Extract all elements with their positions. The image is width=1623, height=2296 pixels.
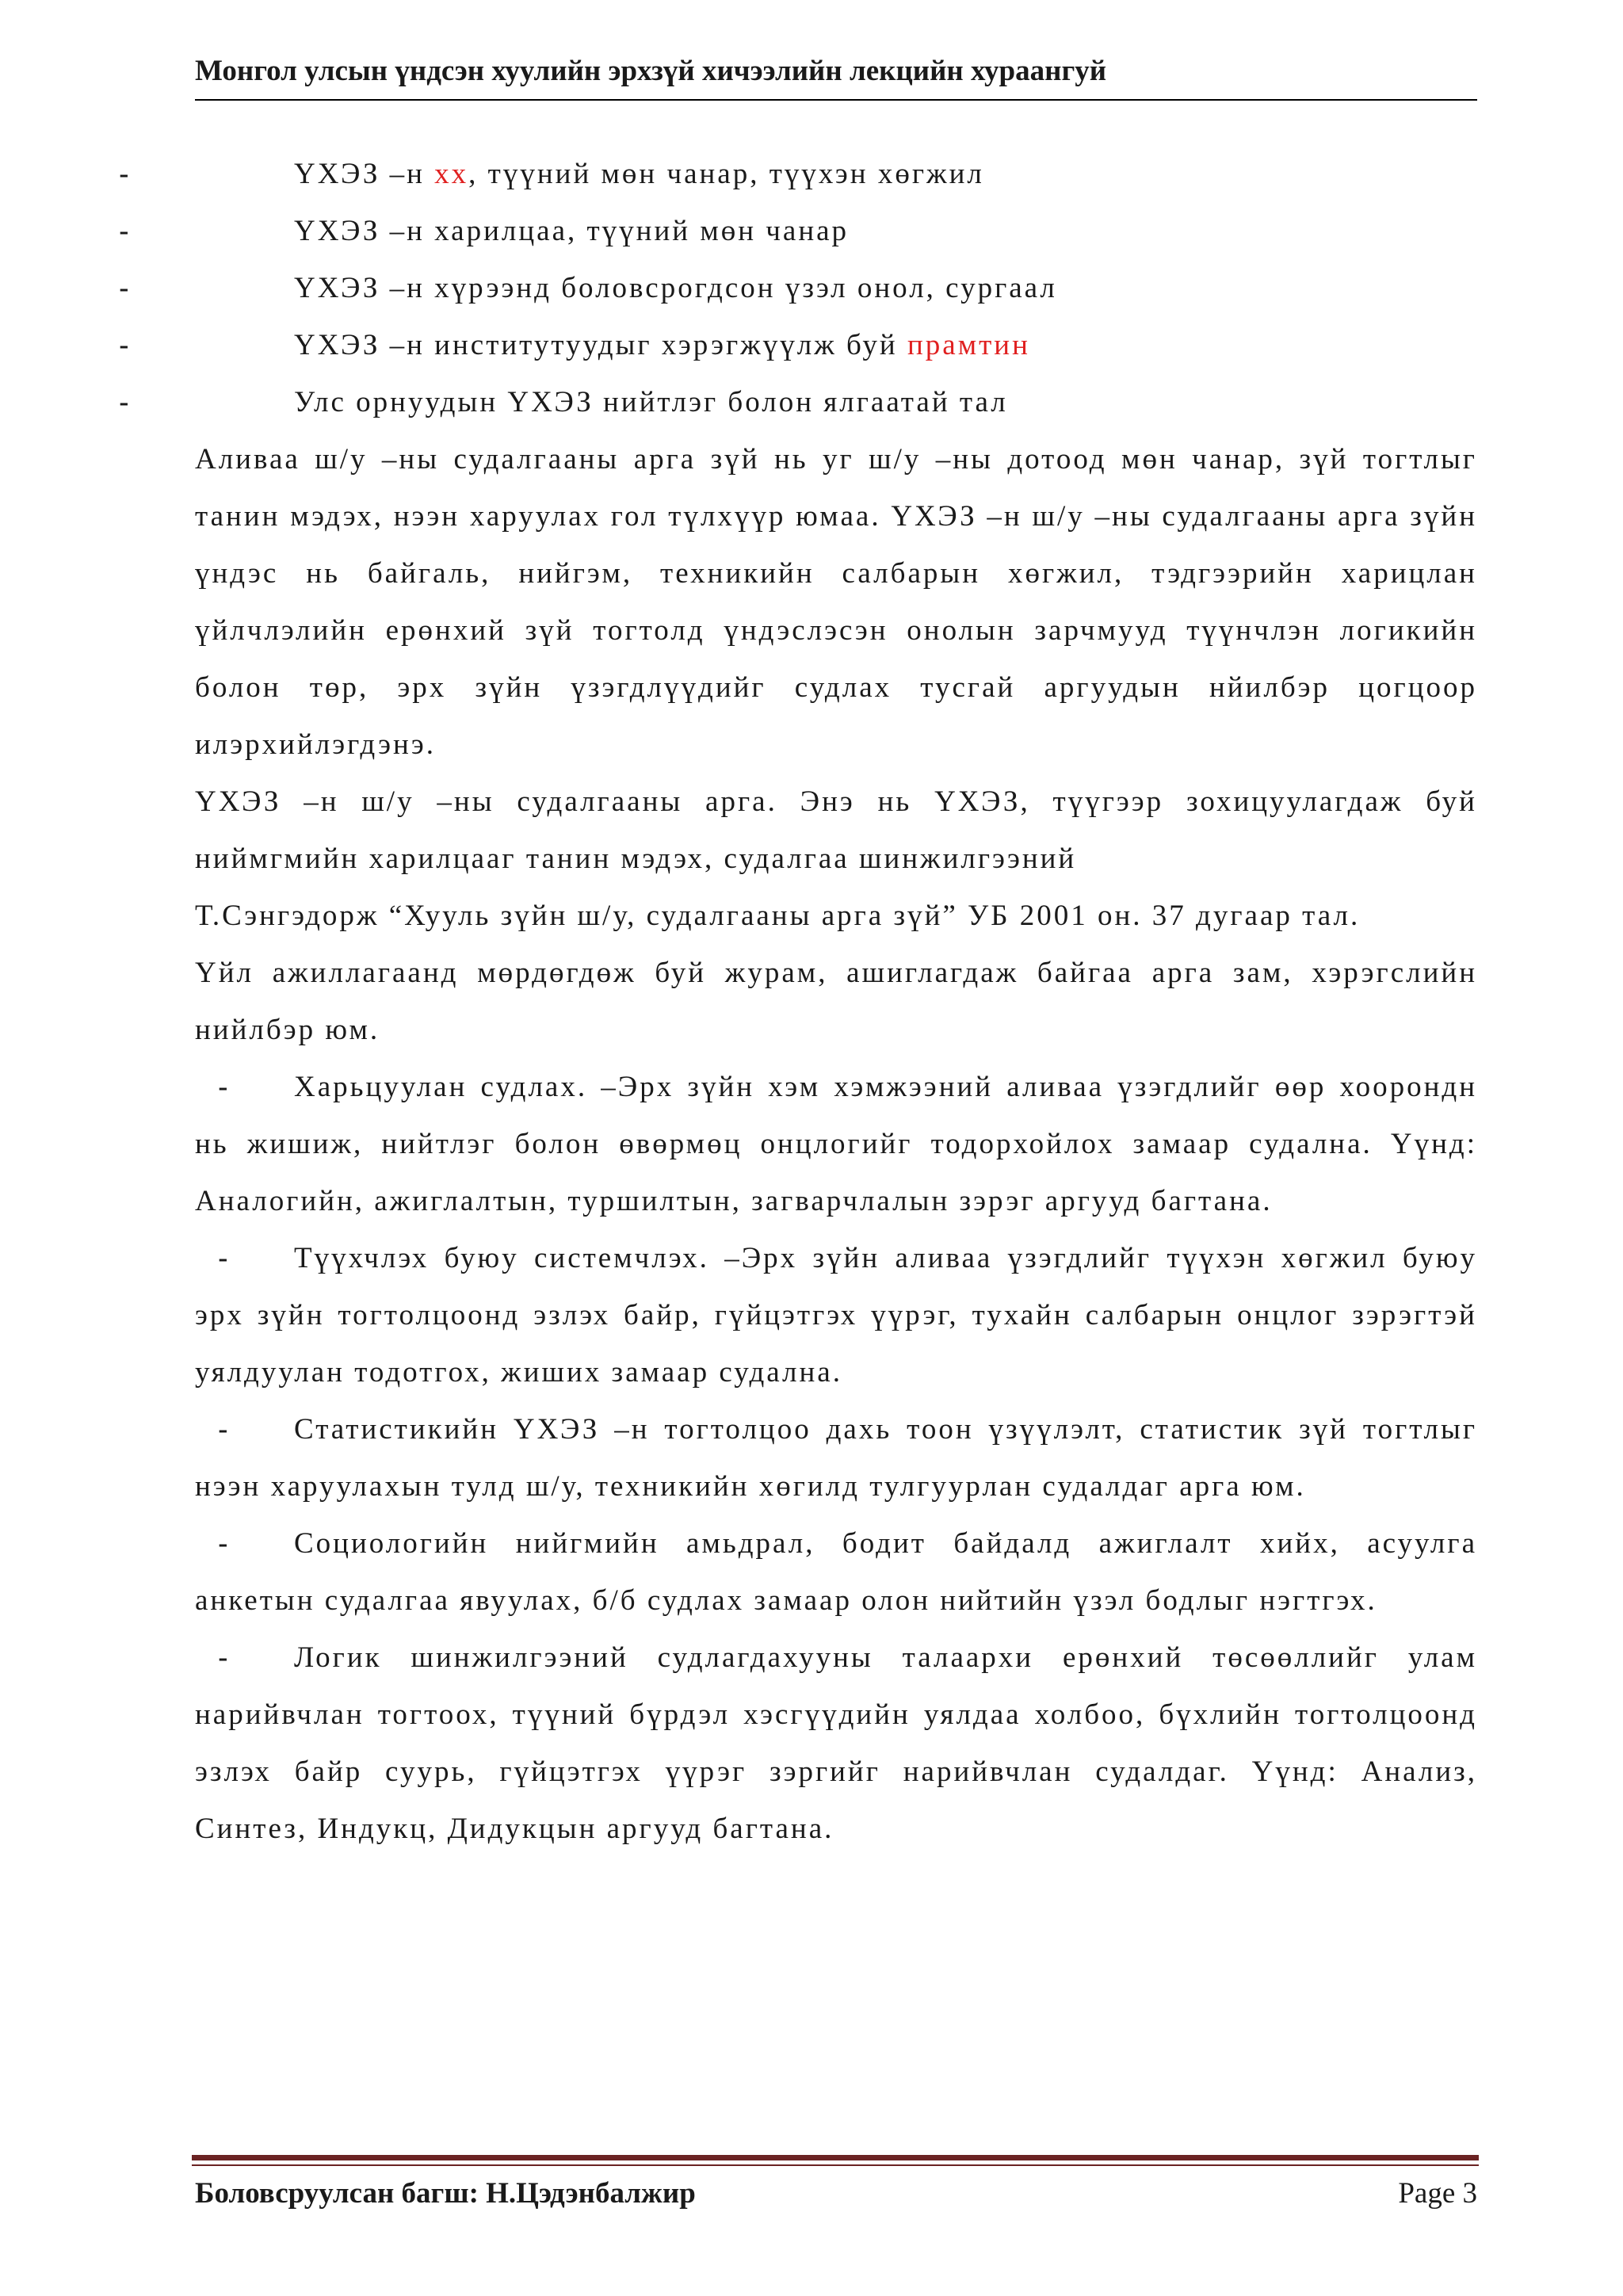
list-item: - ҮХЭЗ –н хүрээнд боловсрогдсон үзэл онол, сургаал <box>195 260 1477 317</box>
list-item: - Улс орнуудын ҮХЭЗ нийтлэг болон ялгаатай тал <box>195 374 1477 431</box>
page-header-title: Монгол улсын үндсэн хуулийн эрхзүй хичээлийн лекцийн хураангуй <box>195 55 1107 87</box>
list-item: - ҮХЭЗ –н харилцаа, түүний мөн чанар <box>195 203 1477 260</box>
dash-bullet: - <box>218 1242 228 1275</box>
dash-bullet: - <box>119 272 129 305</box>
method-item: - Түүхчлэх буюу системчлэх. –Эрх зүйн аливаа үзэгдлийг түүхэн хөгжил буюу эрх зүйн тогтолцоонд эзлэх байр, гүйцэтгэх үүрэг, тухайн салбарын онцлог зэрэгтэй уялдуулан тодотгох, жиших замаар судална. <box>195 1230 1477 1401</box>
dash-bullet: - <box>119 158 129 191</box>
dash-bullet: - <box>119 329 129 362</box>
method-item: - Логик шинжилгээний судлагдахууны талаархи ерөнхий төсөөллийг улам нарийвчлан тогтоох, түүний бүрдэл хэсгүүдийн уялдаа холбоо, бүхлийн тогтолцоонд эзлэх байр суурь, гүйцэтгэх үүрэг зэргийг нарийвчлан судалдаг. Үүнд: Анализ, Синтез, Индукц, Дидукцын аргууд багтана. <box>195 1629 1477 1858</box>
dash-bullet: - <box>119 215 129 248</box>
dash-bullet: - <box>218 1527 228 1561</box>
footer-divider-thin <box>192 2164 1479 2166</box>
header-divider <box>195 99 1477 101</box>
page-number: Page 3 <box>1398 2177 1477 2210</box>
dash-bullet: - <box>218 1071 228 1104</box>
paragraph: Аливаа ш/у –ны судалгааны арга зүй нь уг ш/у –ны дотоод мөн чанар, зүй тогтлыг танин мэдэх, нээн харуулах гол түлхүүр юмаа. ҮХЭЗ –н ш/у –ны судалгааны арга зүйн үндэс нь байгаль, нийгэм, техникийн салбарын хөгжил, тэдгээрийн харицлан үйлчлэлийн ерөнхий зүй тогтолд үндэслэсэн онолын зарчмууд түүнчлэн логикийн болон төр, эрх зүйн үзэгдлүүдийг судлах тусгай аргуудын нйилбэр цогцоор илэрхийлэгдэнэ. <box>195 443 1477 761</box>
list-item: - ҮХЭЗ –н институтуудыг хэрэгжүүлж буй прамтин <box>195 317 1477 374</box>
dash-bullet: - <box>218 1641 228 1675</box>
method-item: - Социологийн нийгмийн амьдрал, бодит байдалд ажиглалт хийх, асуулга анкетын судалгаа явуулах, б/б судлах замаар олон нийтийн үзэл бодлыг нэгтгэх. <box>195 1515 1477 1629</box>
dash-bullet: - <box>119 386 129 419</box>
citation-paragraph: Т.Сэнгэдорж “Хууль зүйн ш/у, судалгааны арга зүй” УБ 2001 он. 37 дугаар тал. <box>195 900 1361 932</box>
document-body <box>119 146 1477 1858</box>
footer-author: Боловсруулсан багш: Н.Цэдэнбалжир <box>195 2177 696 2210</box>
highlighted-text: хх <box>434 158 469 190</box>
paragraph: Үйл ажиллагаанд мөрдөгдөж буй журам, ашиглагдаж байгаа арга зам, хэрэгслийн нийлбэр юм. <box>195 957 1477 1046</box>
paragraph: ҮХЭЗ –н ш/у –ны судалгааны арга. Энэ нь ҮХЭЗ, түүгээр зохицуулагдаж буй ниймгмийн харилцааг танин мэдэх, судалгаа шинжилгээний <box>195 785 1477 875</box>
dash-bullet: - <box>218 1413 228 1446</box>
method-item: - Статистикийн ҮХЭЗ –н тогтолцоо дахь тоон үзүүлэлт, статистик зүй тогтлыг нээн харуулахын тулд ш/у, техникийн хөгилд тулгуурлан судалдаг арга юм. <box>195 1401 1477 1515</box>
list-item: - ҮХЭЗ –н хх, түүний мөн чанар, түүхэн хөгжил <box>195 146 1477 203</box>
method-item: - Харьцуулан судлах. –Эрх зүйн хэм хэмжээний аливаа үзэгдлийг өөр хоорондн нь жишиж, нийтлэг болон өвөрмөц онцлогийг тодорхойлох замаар судална. Үүнд: Аналогийн, ажиглалтын, туршилтын, загварчлалын зэрэг аргууд багтана. <box>195 1059 1477 1230</box>
footer-divider-thick <box>192 2155 1479 2160</box>
highlighted-text: прамтин <box>907 329 1030 361</box>
